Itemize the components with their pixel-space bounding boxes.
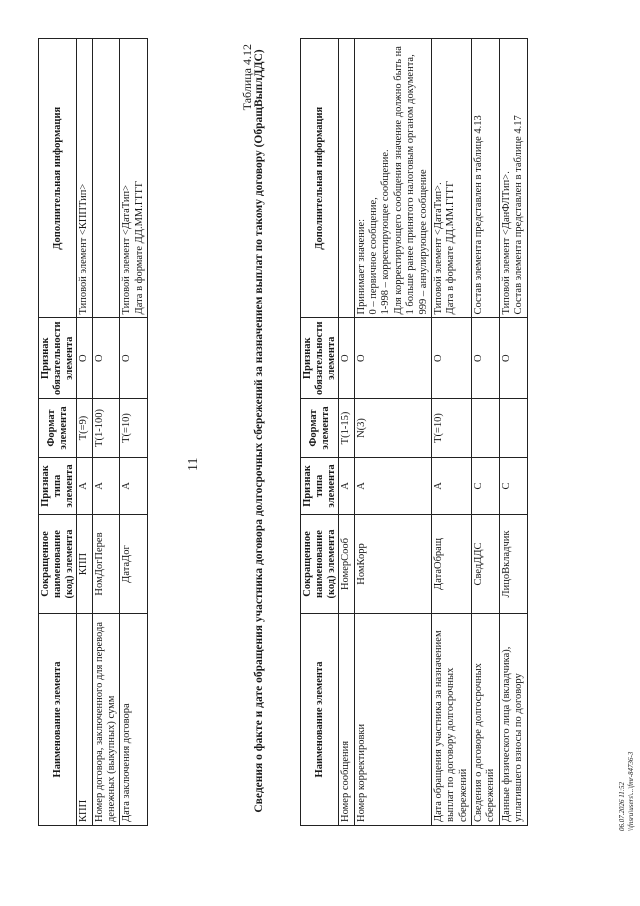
cell-type: А bbox=[77, 458, 92, 515]
cell-type: А bbox=[120, 458, 148, 515]
header-info: Дополнительная информация bbox=[39, 39, 77, 318]
cell-type: А bbox=[339, 458, 354, 515]
table-number: Таблица 4.12 bbox=[240, 44, 254, 111]
header-required: Признак обязательности элемента bbox=[39, 318, 77, 399]
cell-required: О bbox=[431, 318, 471, 399]
table-row bbox=[354, 39, 431, 826]
footer-stamp bbox=[618, 752, 636, 831]
cell-name: Номер договора, заключенного для перевода денежных (выкупных) сумм bbox=[92, 614, 120, 826]
header-type: Признак типа элемента bbox=[301, 458, 339, 515]
footer-date: 06.07.2026 11:52 bbox=[618, 781, 626, 831]
table-row bbox=[472, 39, 500, 826]
table-row bbox=[431, 39, 471, 826]
cell-type: С bbox=[499, 458, 527, 515]
header-info: Дополнительная информация bbox=[301, 39, 339, 318]
cell-format bbox=[499, 399, 527, 458]
header-code: Сокращенное наименование (код) элемента bbox=[301, 515, 339, 614]
header-code: Сокращенное наименование (код) элемента bbox=[39, 515, 77, 614]
header-name: Наименование элемента bbox=[39, 614, 77, 826]
cell-code: ДатаДог bbox=[120, 515, 148, 614]
cell-format: T(=10) bbox=[120, 399, 148, 458]
table-body bbox=[77, 39, 148, 826]
cell-format bbox=[472, 399, 500, 458]
table-header-row bbox=[39, 39, 77, 826]
header-type: Признак типа элемента bbox=[39, 458, 77, 515]
cell-info: Типовой элемент <ДатаТип> Дата в формате ДД.ММ.ГГГГ bbox=[120, 39, 148, 318]
cell-name: Сведения о договоре долгосрочных сбережений bbox=[472, 614, 500, 826]
cell-format: T(=9) bbox=[77, 399, 92, 458]
header-required: Признак обязательности элемента bbox=[301, 318, 339, 399]
cell-info: Типовой элемент <ДанФЛТип>. Состав элемента представлен в таблице 4.17 bbox=[499, 39, 527, 318]
cell-type: А bbox=[92, 458, 120, 515]
cell-required: О bbox=[120, 318, 148, 399]
cell-required: О bbox=[339, 318, 354, 399]
cell-name: Дата заключения договора bbox=[120, 614, 148, 826]
cell-name: Номер корректировки bbox=[354, 614, 431, 826]
cell-code: СведДДС bbox=[472, 515, 500, 614]
cell-code: НомерСооб bbox=[339, 515, 354, 614]
footer-path: \\fnsru\users\...\fmr-84736-3 bbox=[627, 751, 636, 831]
page-number: 11 bbox=[186, 457, 201, 471]
table-row bbox=[77, 39, 92, 826]
cell-info: Типовой элемент <ДатаТип>. Дата в формате ДД.ММ.ГГГГ bbox=[431, 39, 471, 318]
table-continuation bbox=[38, 38, 148, 826]
cell-required: О bbox=[354, 318, 431, 399]
cell-format: T(1-15) bbox=[339, 399, 354, 458]
cell-info bbox=[92, 39, 120, 318]
header-format: Формат элемента bbox=[39, 399, 77, 458]
cell-code: КПП bbox=[77, 515, 92, 614]
table-title: Сведения о факте и дате обращения участника договора долгосрочных сбережений за назначением выплат по такому договору (ОбращВыплДДС) bbox=[253, 49, 265, 813]
table-body bbox=[339, 39, 527, 826]
cell-type: С bbox=[472, 458, 500, 515]
cell-code: ДатаОбращ bbox=[431, 515, 471, 614]
cell-code: ЛицоВкладчик bbox=[499, 515, 527, 614]
cell-required: О bbox=[499, 318, 527, 399]
cell-required: О bbox=[92, 318, 120, 399]
cell-info: Принимает значение: 0 – первичное сообщение, 1-998 – корректирующее сообщение. Для корректирующего сообщения значение должно быть на 1 больше ранее принятого налоговым органом документа, 999 – аннулирующее сообщение bbox=[354, 39, 431, 318]
table-row bbox=[120, 39, 148, 826]
cell-type: А bbox=[431, 458, 471, 515]
cell-info bbox=[339, 39, 354, 318]
cell-info: Типовой элемент <КППТип> bbox=[77, 39, 92, 318]
cell-format: T(=10) bbox=[431, 399, 471, 458]
cell-code: НомДогПерев bbox=[92, 515, 120, 614]
table-row bbox=[339, 39, 354, 826]
cell-name: Дата обращения участника за назначением выплат по договору долгосрочных сбережений bbox=[431, 614, 471, 826]
table-4-12 bbox=[300, 38, 528, 826]
header-format: Формат элемента bbox=[301, 399, 339, 458]
cell-info: Состав элемента представлен в таблице 4.13 bbox=[472, 39, 500, 318]
cell-required: О bbox=[77, 318, 92, 399]
cell-name: Номер сообщения bbox=[339, 614, 354, 826]
table-header-row bbox=[301, 39, 339, 826]
cell-name: КПП bbox=[77, 614, 92, 826]
table-row bbox=[92, 39, 120, 826]
header-name: Наименование элемента bbox=[301, 614, 339, 826]
cell-format: T(1-100) bbox=[92, 399, 120, 458]
table-row bbox=[499, 39, 527, 826]
cell-name: Данные физического лица (вкладчика), уплатившего взносы по договору bbox=[499, 614, 527, 826]
cell-format: N(3) bbox=[354, 399, 431, 458]
cell-required: О bbox=[472, 318, 500, 399]
cell-code: НомКорр bbox=[354, 515, 431, 614]
cell-type: А bbox=[354, 458, 431, 515]
